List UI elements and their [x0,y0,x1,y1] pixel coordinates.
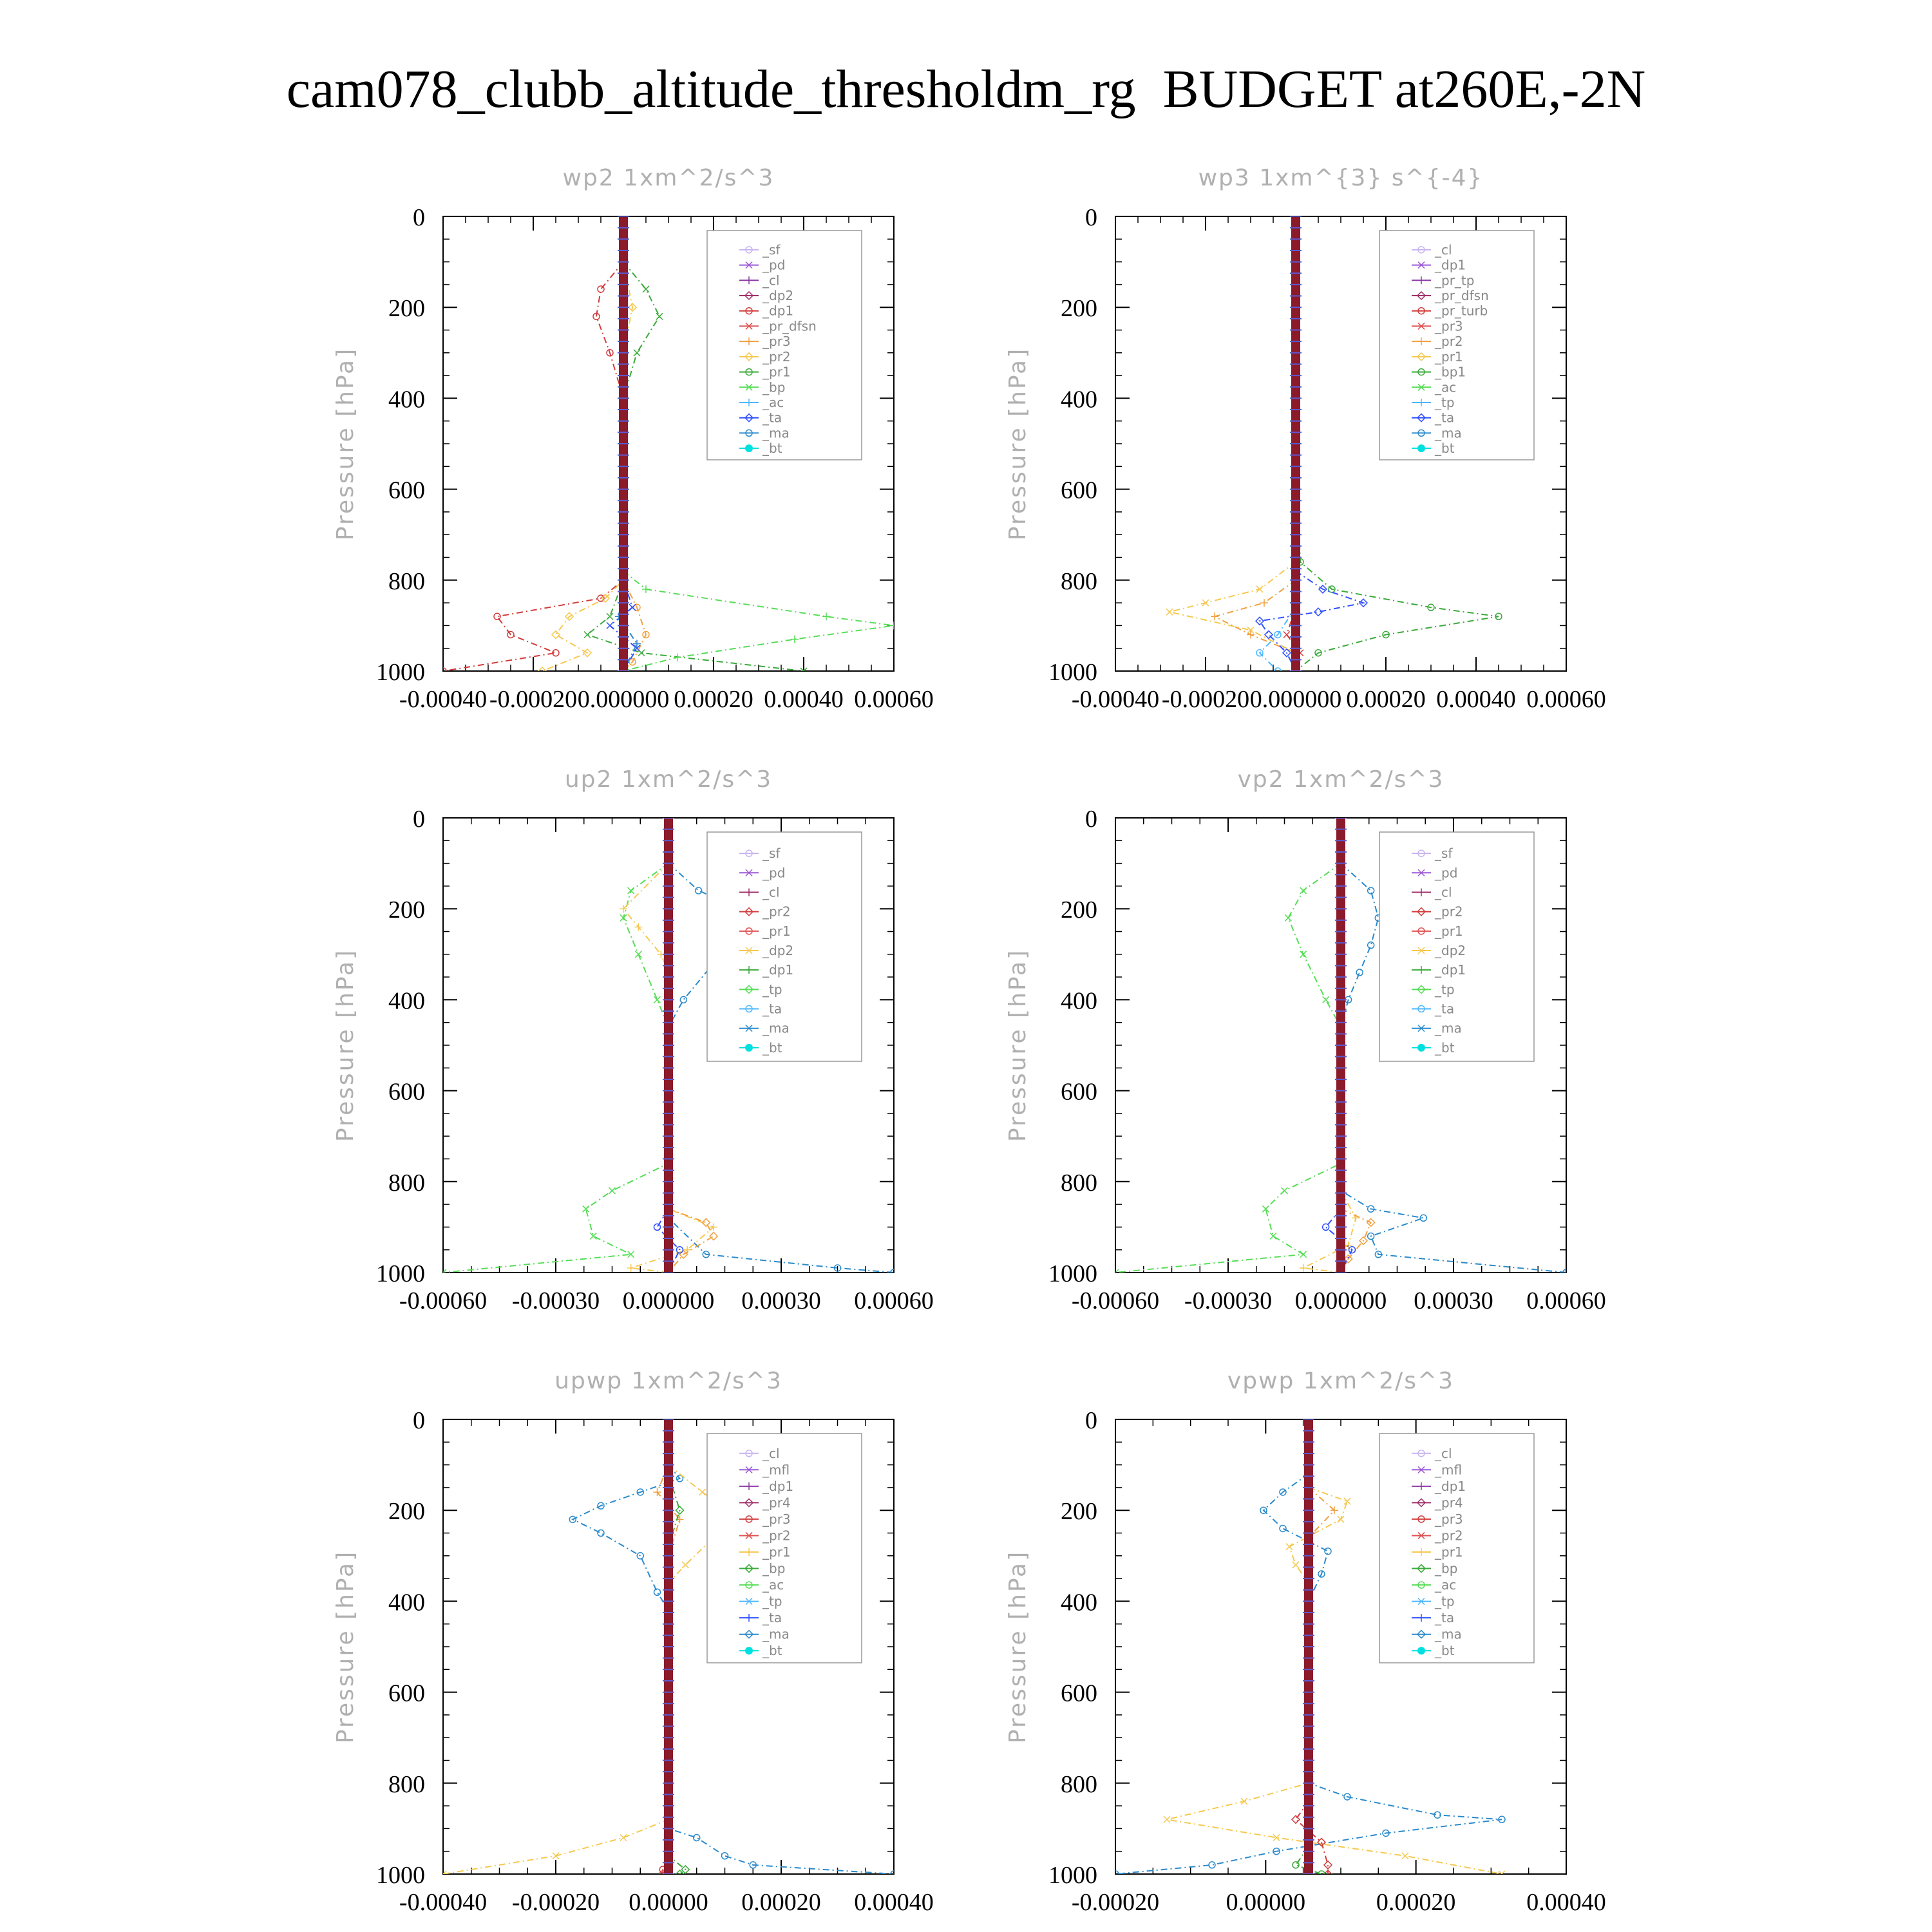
chart-panel-5 [1005,1368,1606,1916]
x-tick-label: 0.00060 [854,686,934,713]
chart-panel-3 [1005,766,1606,1314]
legend-marker [1417,1647,1425,1654]
x-tick-label: 0.00060 [1526,686,1606,713]
y-tick-label: 1000 [1048,1260,1097,1287]
legend-label: _ma [1435,425,1462,441]
legend-label: _pr1 [1435,348,1463,365]
legend-label: _ma [1435,1626,1462,1642]
chart-panel-0 [332,165,934,713]
legend-label: _ac [762,395,784,410]
legend-label: _tp [1435,1593,1455,1609]
legend-label: _ta [1435,1610,1455,1626]
y-tick-label: 400 [1061,1589,1097,1616]
legend [1379,1434,1534,1663]
x-tick-label: -0.00030 [1184,1287,1273,1314]
y-tick-label: 1000 [376,659,425,686]
y-tick-label: 800 [388,1770,425,1798]
legend-label: _ta [1435,1001,1455,1017]
legend-label: _dp1 [762,303,794,319]
legend-label: _ma [1435,1020,1462,1036]
legend-label: _pr_turb [1435,303,1488,319]
legend-marker [745,1647,753,1654]
y-tick-label: 200 [388,896,425,924]
legend-label: _dp1 [1435,1478,1466,1494]
legend-label: _mfl [762,1462,790,1478]
chart-panel-1 [1005,165,1606,713]
legend-label: _pr2 [1435,1528,1463,1544]
y-tick-label: 600 [1061,477,1097,504]
y-tick-label: 1000 [1048,1862,1097,1889]
x-tick-label: -0.00060 [399,1287,488,1314]
legend-label: _pr2 [1435,334,1463,350]
y-axis-label: Pressure [hPa] [332,1549,359,1744]
legend-label: _dp1 [762,1478,794,1494]
legend-label: _pr_dfsn [1435,288,1489,303]
y-tick-label: 0 [413,806,425,833]
x-tick-label: 0.000000 [1294,1287,1387,1314]
legend-label: _bt [1435,1643,1455,1659]
y-tick-label: 0 [1085,806,1097,833]
legend-label: _pr3 [1435,318,1463,334]
legend-label: _bt [762,1039,782,1056]
panel-title: upwp 1xm^2/s^3 [554,1368,782,1394]
x-tick-label: -0.00060 [1071,1287,1160,1314]
y-tick-label: 800 [388,567,425,595]
legend-label: _pr4 [762,1495,791,1511]
page-title: cam078_clubb_altitude_thresholdm_rg BUDGET at260E,-2N [286,59,1646,119]
legend-label: _pd [762,865,786,881]
legend-label: _ta [1435,410,1455,426]
x-tick-label: -0.00020 [489,686,578,713]
y-tick-label: 0 [413,204,425,231]
x-tick-label: -0.00040 [1071,686,1160,713]
legend-label: _bp [1435,1560,1458,1577]
legend-label: _bt [1435,440,1455,457]
legend-label: _pd [762,257,786,273]
y-tick-label: 600 [388,477,425,504]
legend-label: _ac [1435,1577,1457,1593]
legend-label: _cl [1435,1445,1452,1461]
x-tick-label: -0.00040 [399,1889,488,1916]
legend-label: _cl [762,884,780,900]
legend [1379,231,1534,460]
legend-label: _bt [762,440,782,457]
legend [707,1434,862,1663]
y-axis-label: Pressure [hPa] [1005,346,1031,541]
x-tick-label: 0.00000 [1226,1889,1306,1916]
legend-label: _cl [1435,884,1452,900]
y-tick-label: 400 [1061,386,1097,413]
legend-label: _pr2 [1435,904,1463,920]
legend-label: _pr_dfsn [762,318,817,334]
legend-label: _tp [1435,395,1455,410]
legend-label: _pd [1435,865,1458,881]
legend-label: _pr3 [762,334,791,350]
y-axis-label: Pressure [hPa] [332,948,359,1142]
y-tick-label: 200 [1061,1498,1097,1526]
x-tick-label: 0.00030 [1414,1287,1493,1314]
chart-panel-4 [332,1368,934,1916]
legend-marker [1417,1044,1425,1052]
legend-label: _ma [762,1020,790,1036]
legend-label: _tp [1435,981,1455,998]
y-axis-label: Pressure [hPa] [332,346,359,541]
y-axis-label: Pressure [hPa] [1005,948,1031,1142]
legend-label: _ta [762,1610,782,1626]
x-tick-label: 0.00040 [854,1889,934,1916]
legend-label: _mfl [1435,1462,1463,1478]
panel-title: vp2 1xm^2/s^3 [1237,766,1444,793]
x-tick-label: -0.00020 [1161,686,1250,713]
x-tick-label: 0.00020 [741,1889,821,1916]
panel-title: vpwp 1xm^2/s^3 [1227,1368,1455,1394]
legend-label: _cl [762,1445,780,1461]
y-tick-label: 200 [1061,896,1097,924]
y-axis-label: Pressure [hPa] [1005,1549,1031,1744]
x-tick-label: 0.000000 [577,686,670,713]
legend-label: _sf [1435,846,1453,862]
legend-label: _tp [762,1593,782,1609]
chart-panel-2 [332,766,934,1314]
legend-label: _tp [762,981,782,998]
x-tick-label: -0.00040 [399,686,488,713]
y-tick-label: 0 [1085,204,1097,231]
y-tick-label: 200 [388,295,425,323]
x-tick-label: 0.000000 [1249,686,1342,713]
legend-label: _dp2 [762,288,794,303]
legend-label: _pr1 [762,364,791,380]
legend-label: _pr2 [762,348,791,365]
y-tick-label: 1000 [376,1862,425,1889]
legend-marker [1417,444,1425,452]
legend-label: _dp1 [1435,962,1466,978]
legend [1379,832,1534,1061]
legend-marker [745,444,753,452]
x-tick-label: 0.00040 [764,686,844,713]
x-tick-label: 0.00040 [1436,686,1516,713]
legend-label: _pr_tp [1435,272,1475,289]
legend-label: _ac [1435,379,1457,395]
legend-label: _pr3 [1435,1511,1463,1527]
legend-label: _pr2 [762,904,791,920]
y-tick-label: 600 [388,1680,425,1707]
y-tick-label: 1000 [376,1260,425,1287]
x-tick-label: 0.000000 [622,1287,715,1314]
y-tick-label: 600 [388,1078,425,1106]
legend-label: _pr3 [762,1511,791,1527]
y-tick-label: 600 [1061,1078,1097,1106]
x-tick-label: 0.00000 [629,1889,708,1916]
y-tick-label: 800 [388,1169,425,1197]
legend [707,832,862,1061]
legend [707,231,862,460]
legend-label: _dp1 [762,962,794,978]
y-tick-label: 800 [1061,1169,1097,1197]
legend-marker [745,1044,753,1052]
x-tick-label: -0.00020 [511,1889,600,1916]
y-tick-label: 400 [1061,987,1097,1015]
y-tick-label: 800 [1061,1770,1097,1798]
legend-label: _pr1 [762,1544,791,1560]
legend-label: _dp2 [762,943,794,958]
x-tick-label: 0.00020 [1346,686,1426,713]
y-tick-label: 200 [1061,295,1097,323]
legend-label: _ma [762,425,790,441]
legend-label: _cl [1435,242,1452,258]
y-tick-label: 400 [388,386,425,413]
panel-title: wp3 1xm^{3} s^{-4} [1198,165,1484,191]
y-tick-label: 0 [413,1407,425,1434]
y-tick-label: 0 [1085,1407,1097,1434]
x-tick-label: 0.00060 [854,1287,934,1314]
legend-label: _bt [1435,1039,1455,1056]
legend-label: _cl [762,272,780,289]
panel-title: up2 1xm^2/s^3 [564,766,773,793]
y-tick-label: 800 [1061,567,1097,595]
legend-label: _bp [762,379,786,395]
x-tick-label: 0.00040 [1526,1889,1606,1916]
legend-label: _ta [762,1001,782,1017]
x-tick-label: 0.00020 [1376,1889,1456,1916]
legend-label: _ta [762,410,782,426]
y-tick-label: 400 [388,987,425,1015]
legend-label: _dp1 [1435,257,1466,273]
legend-label: _pr2 [762,1528,791,1544]
legend-label: _sf [762,242,781,258]
legend-label: _pr4 [1435,1495,1463,1511]
legend-label: _dp2 [1435,943,1466,958]
y-tick-label: 600 [1061,1680,1097,1707]
legend-label: _sf [762,846,781,862]
panel-title: wp2 1xm^2/s^3 [562,165,775,191]
y-tick-label: 200 [388,1498,425,1526]
x-tick-label: -0.00020 [1071,1889,1160,1916]
y-tick-label: 1000 [1048,659,1097,686]
legend-label: _pr1 [1435,1544,1463,1560]
x-tick-label: -0.00030 [511,1287,600,1314]
x-tick-label: 0.00030 [741,1287,821,1314]
legend-label: _bt [762,1643,782,1659]
legend-label: _pr1 [1435,923,1463,939]
legend-label: _bp1 [1435,364,1466,380]
legend-label: _ma [762,1626,790,1642]
legend-label: _ac [762,1577,784,1593]
y-tick-label: 400 [388,1589,425,1616]
x-tick-label: 0.00020 [674,686,753,713]
x-tick-label: 0.00060 [1526,1287,1606,1314]
legend-label: _bp [762,1560,786,1577]
legend-label: _pr1 [762,923,791,939]
